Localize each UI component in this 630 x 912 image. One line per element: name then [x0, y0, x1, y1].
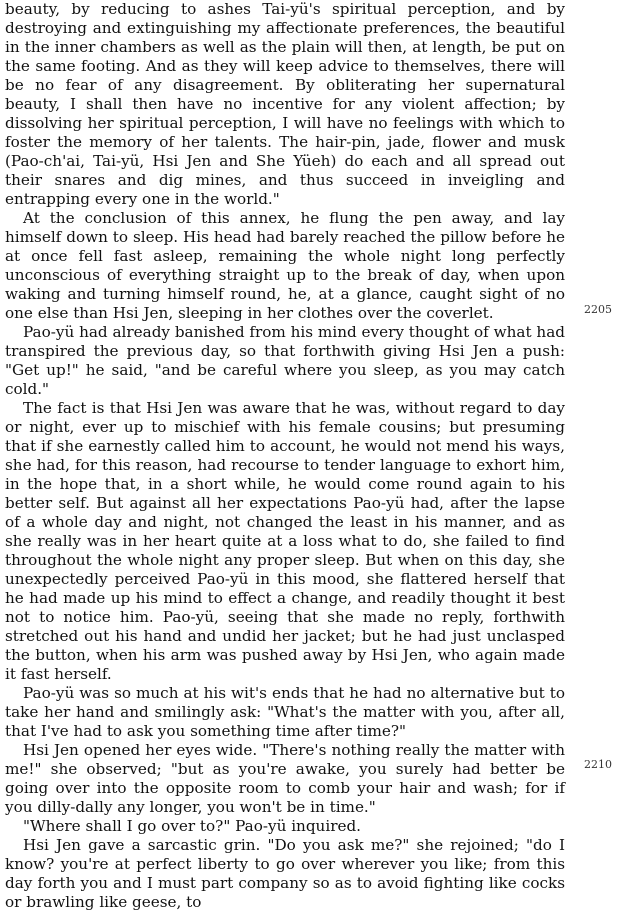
paragraph: Hsi Jen opened her eyes wide. "There's nothing really the matter with me!" she observed; "but as you're awake, you surely had better be going over into the opposite room to comb your hair and wash; for if you dilly-dally any longer, you won't be in time."	[5, 741, 565, 816]
paragraph: Pao-yü had already banished from his mind every thought of what had transpired the previous day, so that forthwith giving Hsi Jen a push: "Get up!" he said, "and be careful where you sleep, as you may catch cold."	[5, 323, 565, 398]
line-number: 2205	[584, 303, 612, 316]
paragraph: At the conclusion of this annex, he flung the pen away, and lay himself down to sleep. His head had barely reached the pillow before he at once fell fast asleep, remaining the whole night long perfectly unconscious of everything straight up to the break of day, when upon waking and turning himself round, he, at a glance, caught sight of no one else than Hsi Jen, sleeping in her clothes over the coverlet.	[5, 209, 565, 322]
paragraph: The fact is that Hsi Jen was aware that he was, without regard to day or night, ever up to mischief with his female cousins; but presuming that if she earnestly called him to account, he would not mend his ways, she had, for this reason, had recourse to tender language to exhort him, in the hope that, in a short while, he would come round again to his better self. But against all her expectations Pao-yü had, after the lapse of a whole day and night, not changed the least in his manner, and as she really was in her heart quite at a loss what to do, she failed to find throughout the whole night any proper sleep. But when on this day, she unexpectedly perceived Pao-yü in this mood, she flattered herself that he had made up his mind to effect a change, and readily thought it best not to notice him. Pao-yü, seeing that she made no reply, forthwith stretched out his hand and undid her jacket; but he had just unclasped the button, when his arm was pushed away by Hsi Jen, who again made it fast herself.	[5, 399, 565, 683]
paragraph: Hsi Jen gave a sarcastic grin. "Do you ask me?" she rejoined; "do I know? you're at perfect liberty to go over wherever you like; from this day forth you and I must part company so as to avoid fighting like cocks or brawling like geese, to	[5, 836, 565, 911]
text-page	[5, 0, 565, 912]
paragraph: Pao-yü was so much at his wit's ends that he had no alternative but to take her hand and smilingly ask: "What's the matter with you, after all, that I've had to ask you something time after time?"	[5, 684, 565, 740]
paragraph: beauty, by reducing to ashes Tai-yü's spiritual perception, and by destroying and extinguishing my affectionate preferences, the beautiful in the inner chambers as well as the plain will then, at length, be put on the same footing. And as they will keep advice to themselves, there will be no fear of any disagreement. By obliterating her supernatural beauty, I shall then have no incentive for any violent affection; by dissolving her spiritual perception, I will have no feelings with which to foster the memory of her talents. The hair-pin, jade, flower and musk (Pao-ch'ai, Tai-yü, Hsi Jen and She Yüeh) do each and all spread out their snares and dig mines, and thus succeed in inveigling and entrapping every one in the world."	[5, 0, 565, 208]
paragraph: "Where shall I go over to?" Pao-yü inquired.	[23, 817, 361, 835]
line-number: 2210	[584, 758, 612, 771]
